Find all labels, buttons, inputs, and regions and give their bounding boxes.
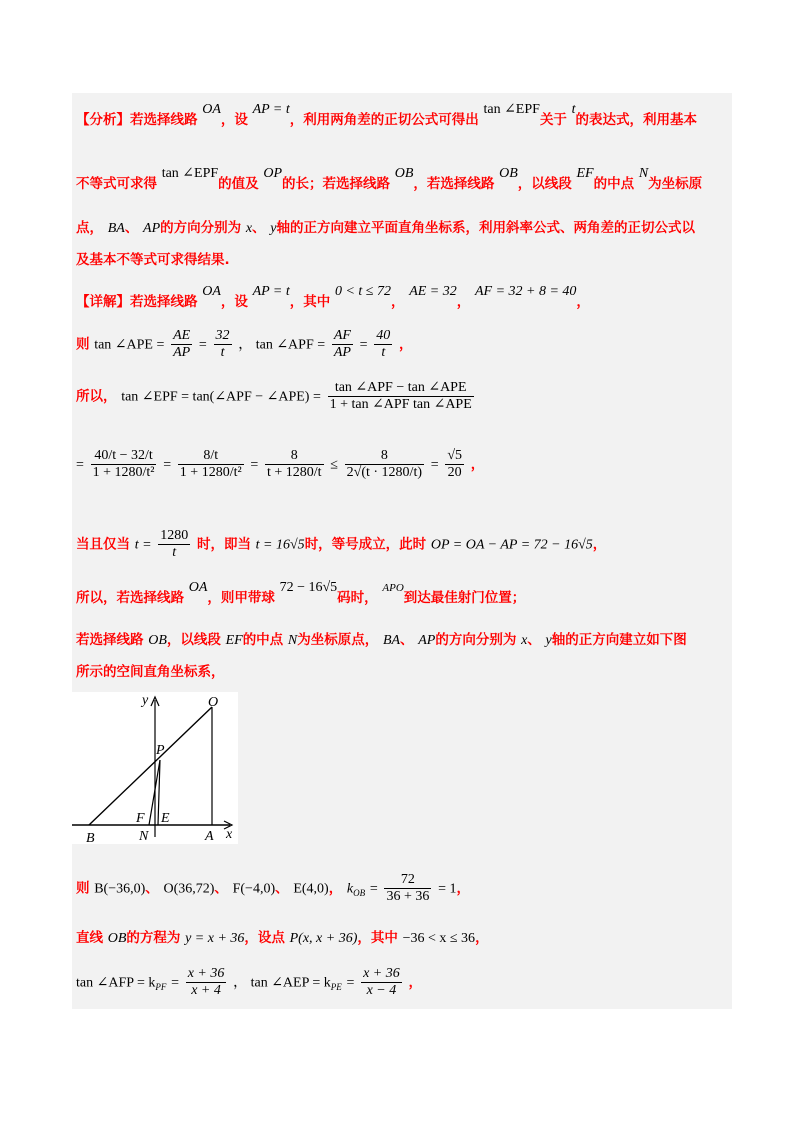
label-x: x — [226, 827, 233, 842]
label-y: y — [142, 693, 149, 708]
detail-line-9: 则 B(−36,0)、 O(36,72)、 F(−4,0)、 E(4,0)， $k_{OB}$ = $\frac{72}{36 + 36}$ = 1， — [76, 872, 470, 904]
analysis-line-3: 点， BA、 AP的方向分别为 x、 y轴的正方向建立平面直角坐标系，利用斜率公式、两角差的正切公式以 — [76, 220, 695, 236]
coordinate-figure — [72, 692, 238, 844]
label-p: P — [156, 743, 165, 758]
fraction: $\frac{\text{tan ∠APF − tan ∠APE}}{\text{1 + tan ∠APF tan ∠APE}}$ — [329, 380, 472, 412]
fraction: $\frac{AF}{AP}$ — [333, 328, 351, 360]
detail-line-6: 所以，若选择线路 OA，则甲带球 72 − 16√5码时， $^{APO}$到达最佳射门位置； — [76, 580, 526, 606]
fraction: $\frac{8}{t + 1280/t}$ — [266, 448, 322, 480]
label-o: O — [208, 695, 219, 710]
detail-line-3: 所以， tan ∠EPF = tan(∠APF − ∠APE) = $\frac{\text{tan ∠APF − tan ∠APE}}{\text{1 + tan ∠APF tan ∠APE}}$ — [76, 380, 472, 412]
label-a: A — [205, 829, 214, 844]
label-e: E — [161, 811, 170, 826]
label-b: B — [86, 831, 95, 844]
fraction: $\frac{8}{2√(t \cdot 1280/t)}$ — [346, 448, 422, 480]
detail-line-4: = $\frac{40/t - 32/t}{\text{1 + 1280/t²}}$ = $\frac{8/t}{\text{1 + 1280/t²}}$ = $\frac{8}{t + 1280/t}$ ≤ $\frac{8}{2√(t \cdot 1280/t)}$ = $\frac{√5}{20}$ ， — [76, 448, 485, 480]
fraction: $\frac{1280}{t}$ — [160, 528, 189, 560]
vector-oa: OA — [202, 102, 221, 117]
detail-line-5: 当且仅当 t = $\frac{1280}{t}$ 时，即当 t = 16√5时，等号成立，此时 OP = OA − AP = 72 − 16√5， — [76, 528, 607, 560]
fraction: $\frac{40}{t}$ — [376, 328, 391, 360]
analysis-line-4: 及基本不等式可求得结果. — [76, 252, 230, 268]
fraction: $\frac{x + 36}{x - 4}$ — [363, 966, 400, 998]
fraction: $\frac{8/t}{\text{1 + 1280/t²}}$ — [179, 448, 242, 480]
analysis-line-2: 不等式可求得 tan ∠EPF的值及 OP的长；若选择线路 OB，若选择线路 OB，以线段 EF的中点 N为坐标原 — [76, 166, 703, 192]
detail-line-7: 若选择线路 OB，以线段 EF的中点 N为坐标原点， BA、 AP的方向分别为 x、 y轴的正方向建立如下图 — [76, 632, 687, 648]
detail-line-8: 所示的空间直角坐标系， — [76, 664, 225, 680]
fraction: $\frac{32}{t}$ — [215, 328, 230, 360]
detail-line-11: tan ∠AFP = $k_{PF}$ = $\frac{x + 36}{x + 4}$ ， tan ∠AEP = $k_{PE}$ = $\frac{x + 36}{x - 4}$ ， — [76, 966, 422, 998]
label-n: N — [139, 829, 149, 844]
detail-line-10: 直线 OB的方程为 y = x + 36，设点 P(x, x + 36)，其中 −36 < x ≤ 36， — [76, 930, 489, 946]
detail-line-2: 则 tan ∠APE = $\frac{AE}{AP}$ = $\frac{32}{t}$ ， tan ∠APF = $\frac{AF}{AP}$ = $\frac{40}{t}$ ， — [76, 328, 413, 360]
fraction: $\frac{72}{36 + 36}$ — [386, 872, 430, 904]
detail-line-1: 【详解】若选择线路 OA，设 AP = t，其中 0 < t ≤ 72， AE = 32， AF = 32 + 8 = 40， — [76, 284, 590, 310]
analysis-line-1: 【分析】若选择线路 OA，设 AP = t，利用两角差的正切公式可得出 tan ∠EPF关于 t的表达式，利用基本 — [76, 102, 698, 128]
label-f: F — [136, 811, 145, 826]
fraction: $\frac{x + 36}{x + 4}$ — [187, 966, 225, 998]
fraction: $\frac{40/t - 32/t}{\text{1 + 1280/t²}}$ — [92, 448, 155, 480]
fraction: $\frac{AE}{AP}$ — [173, 328, 191, 360]
fraction: $\frac{√5}{20}$ — [447, 448, 462, 480]
